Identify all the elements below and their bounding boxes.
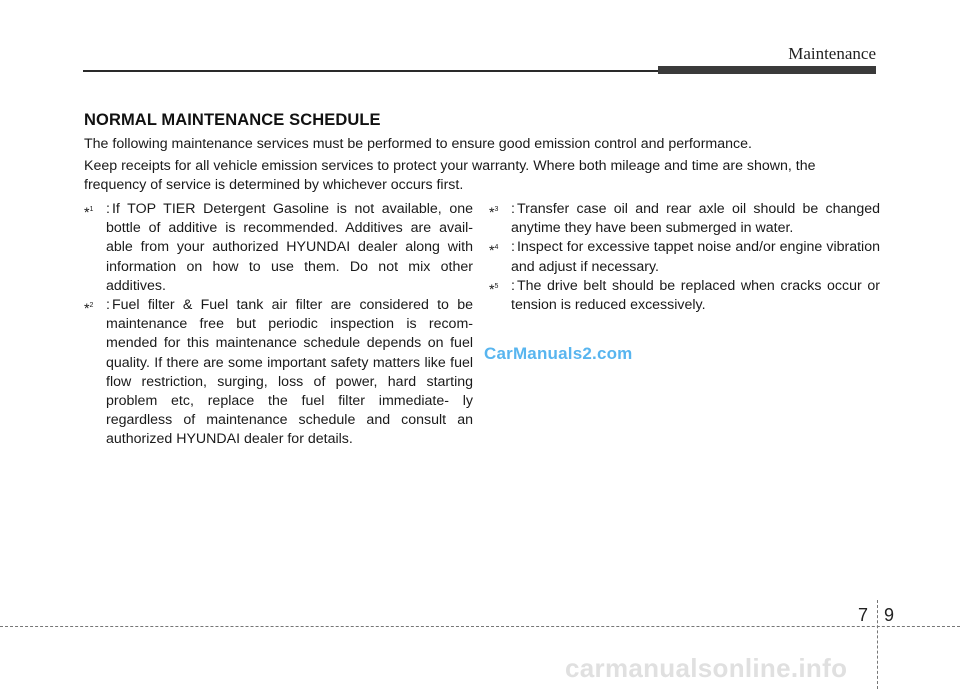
footnote-text: : If TOP TIER Detergent Gasoline is not available, one bottle of additive is recommended. Additives are avail- able from your authorized HYUNDAI dealer along with information on how to use them. Do not mix other additives. — [106, 201, 473, 294]
footnote-text: : Inspect for excessive tappet noise and/or engine vibration and adjust if necessary. — [511, 239, 880, 275]
page-number: 9 — [884, 605, 895, 625]
footnote-4 — [489, 238, 880, 276]
footnote-marker: *$^3$ — [489, 205, 499, 221]
footnote-text: : Fuel filter & Fuel tank air filter are considered to be maintenance free but periodic inspection is recom- mended for this maintenance schedule depends on fuel quality. If there are some important safety matters like fuel flow restriction, surging, loss of power, hard starting problem etc, replace the fuel filter immediate- ly regardless of maintenance schedule and consult an authorized HYUNDAI dealer for details. — [106, 297, 473, 448]
footnote-marker: *$^5$ — [489, 281, 499, 298]
footnote-marker: *$^2$ — [84, 301, 94, 318]
footnote-text: : Transfer case oil and rear axle oil should be changed anytime they have been submerged in water. — [511, 201, 880, 237]
warranty-paragraph: Keep receipts for all vehicle emission services to protect your warranty. Where both mileage and time are shown, the frequency of service is determined by whichever occurs first. — [84, 158, 816, 193]
notes-right-column — [489, 200, 880, 315]
notes-left-column — [84, 200, 473, 450]
header-rule-thick — [658, 66, 876, 74]
footnote-3 — [489, 200, 880, 238]
section-title: NORMAL MAINTENANCE SCHEDULE — [84, 111, 381, 129]
watermark-carmanuals2: CarManuals2.com — [484, 344, 633, 363]
watermark-carmanualsonline: carmanualsonline.info — [565, 653, 848, 683]
footnote-marker: *$^1$ — [84, 205, 94, 221]
intro-paragraph: The following maintenance services must be performed to ensure good emission control and performance. — [84, 136, 752, 152]
header-rule-thin — [83, 70, 658, 72]
footnote-text: : The drive belt should be replaced when cracks occur or tension is reduced excessively. — [511, 277, 880, 314]
footnote-2 — [84, 296, 473, 450]
footnote-5 — [489, 277, 880, 315]
header-title: Maintenance — [788, 44, 876, 63]
footer-dashed-line — [0, 626, 960, 627]
page-chapter-number: 7 — [858, 605, 869, 625]
footer-vertical-dashed-line — [877, 600, 878, 689]
footnote-1 — [84, 200, 473, 296]
footnote-marker: *$^4$ — [489, 243, 499, 260]
